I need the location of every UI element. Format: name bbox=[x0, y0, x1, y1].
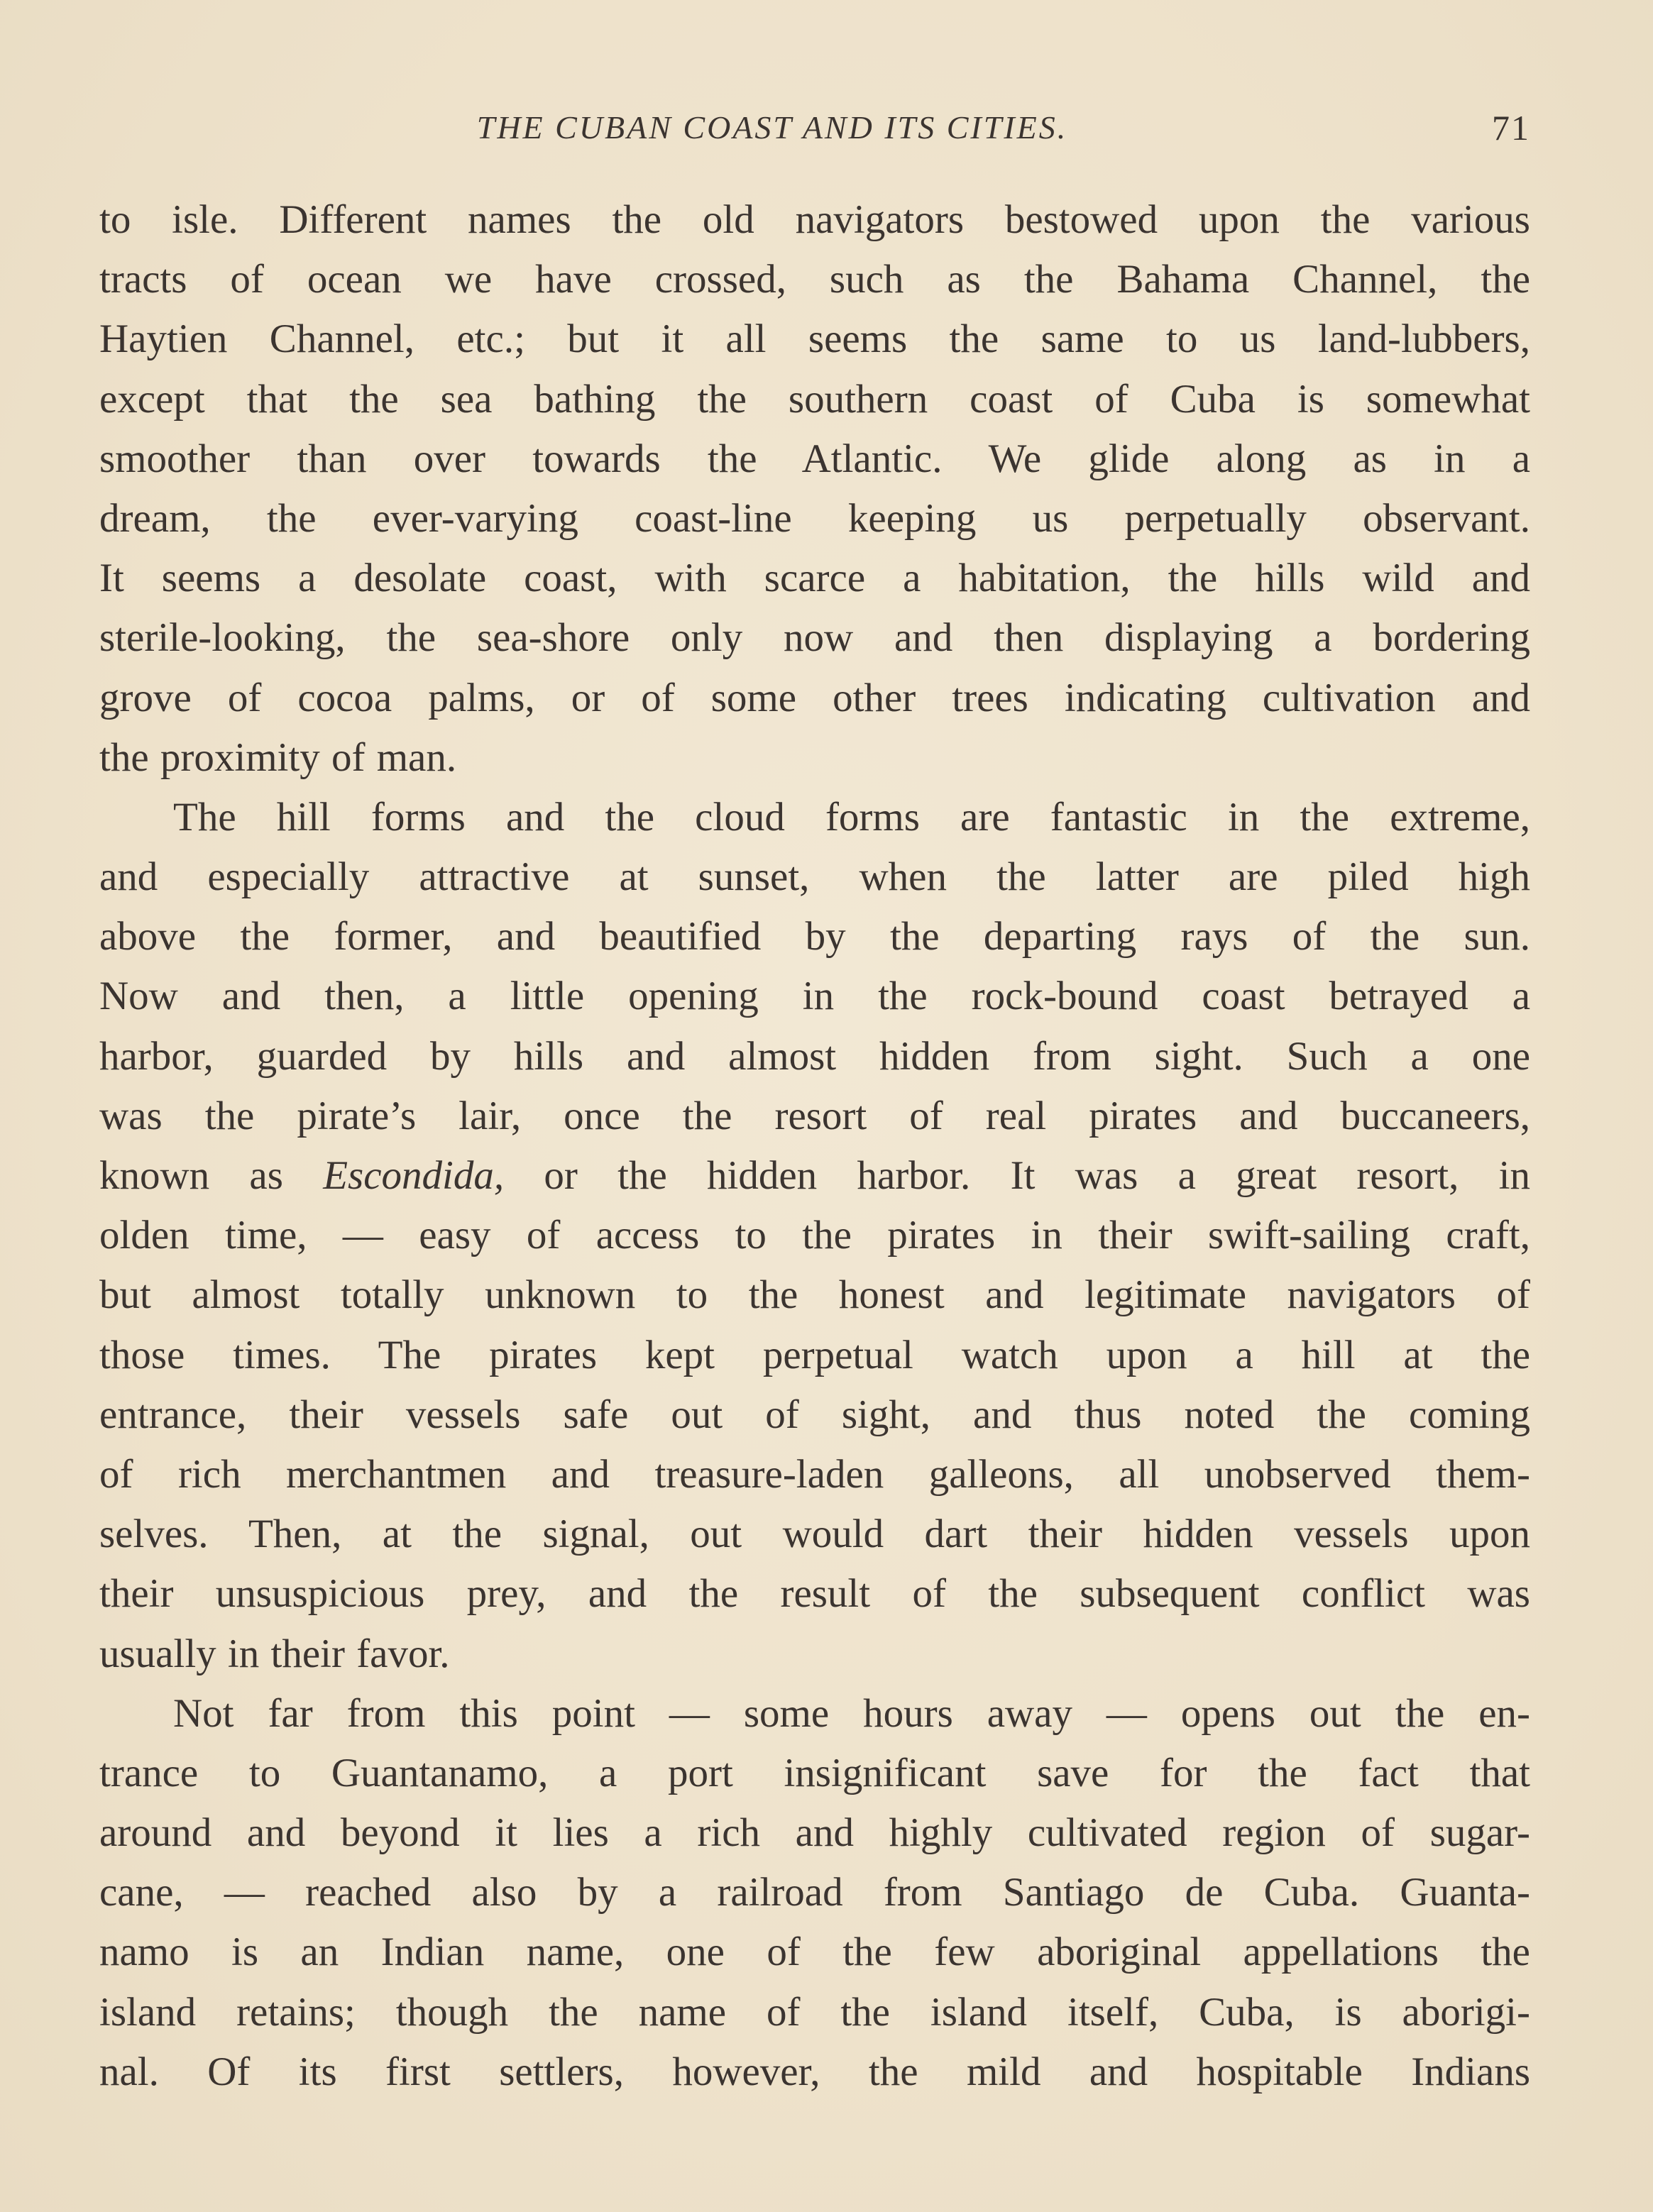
text-line: above the former, and beautified by the departing rays of the sun. bbox=[99, 914, 1530, 959]
text-line: island retains; though the name of the island itself, Cuba, is aborigi- bbox=[99, 1989, 1530, 2035]
text-line: trance to Guantanamo, a port insignificant save for the fact that bbox=[99, 1750, 1530, 1795]
text-line: It seems a desolate coast, with scarce a habitation, the hills wild and bbox=[99, 556, 1530, 601]
text-line: olden time, — easy of access to the pirates in their swift-sailing craft, bbox=[99, 1213, 1530, 1258]
running-title: THE CUBAN COAST AND ITS CITIES. bbox=[476, 109, 1068, 145]
text-line: harbor, guarded by hills and almost hidden from sight. Such a one bbox=[99, 1033, 1530, 1079]
text-line: around and beyond it lies a rich and highly cultivated region of sugar- bbox=[99, 1810, 1530, 1856]
text-line: Haytien Channel, etc.; but it all seems the same to us land-lubbers, bbox=[99, 317, 1530, 362]
text-line: grove of cocoa palms, or of some other trees indicating cultivation and bbox=[99, 675, 1530, 720]
text-fragment: or the hidden harbor. It was a great resort, in bbox=[504, 1153, 1530, 1198]
text-line: selves. Then, at the signal, out would dart their hidden vessels upon bbox=[99, 1512, 1530, 1557]
text-line: and especially attractive at sunset, when the latter are piled high bbox=[99, 854, 1530, 900]
body-text bbox=[99, 190, 1530, 2102]
text-line: tracts of ocean we have crossed, such as the Bahama Channel, the bbox=[99, 257, 1530, 302]
text-line: except that the sea bathing the southern coast of Cuba is somewhat bbox=[99, 376, 1530, 422]
text-line: entrance, their vessels safe out of sight, and thus noted the coming bbox=[99, 1392, 1530, 1437]
text-line: Not far from this point — some hours away — opens out the en- bbox=[173, 1690, 1530, 1736]
italic-term: Escondida, bbox=[323, 1153, 505, 1198]
text-line: sterile-looking, the sea-shore only now and then displaying a bordering bbox=[99, 615, 1530, 661]
text-line: The hill forms and the cloud forms are fantastic in the extreme, bbox=[173, 794, 1530, 840]
text-line: cane, — reached also by a railroad from Santiago de Cuba. Guanta- bbox=[99, 1870, 1530, 1915]
text-line: but almost totally unknown to the honest and legitimate navigators of bbox=[99, 1272, 1530, 1318]
text-line: usually in their favor. bbox=[99, 1631, 450, 1676]
text-line: Now and then, a little opening in the rock-bound coast betrayed a bbox=[99, 974, 1530, 1019]
running-head bbox=[99, 99, 1530, 156]
text-line: to isle. Different names the old navigators bestowed upon the various bbox=[99, 197, 1530, 242]
text-line: the proximity of man. bbox=[99, 734, 457, 780]
text-line: was the pirate’s lair, once the resort of real pirates and buccaneers, bbox=[99, 1093, 1530, 1138]
text-line: those times. The pirates kept perpetual watch upon a hill at the bbox=[99, 1332, 1530, 1377]
text-line-escondida bbox=[99, 1146, 1530, 1206]
text-fragment: known as bbox=[99, 1153, 324, 1198]
text-line: of rich merchantmen and treasure-laden galleons, all unobserved them- bbox=[99, 1451, 1530, 1497]
text-line: nal. Of its first settlers, however, the mild and hospitable Indians bbox=[99, 2049, 1530, 2094]
text-line: namo is an Indian name, one of the few aboriginal appellations the bbox=[99, 1930, 1530, 1975]
page-number: 71 bbox=[1492, 108, 1530, 148]
text-line: smoother than over towards the Atlantic. We glide along as in a bbox=[99, 436, 1530, 481]
text-line: dream, the ever-varying coast-line keeping us perpetually observant. bbox=[99, 495, 1530, 541]
text-line: their unsuspicious prey, and the result of the subsequent conflict was bbox=[99, 1571, 1530, 1617]
